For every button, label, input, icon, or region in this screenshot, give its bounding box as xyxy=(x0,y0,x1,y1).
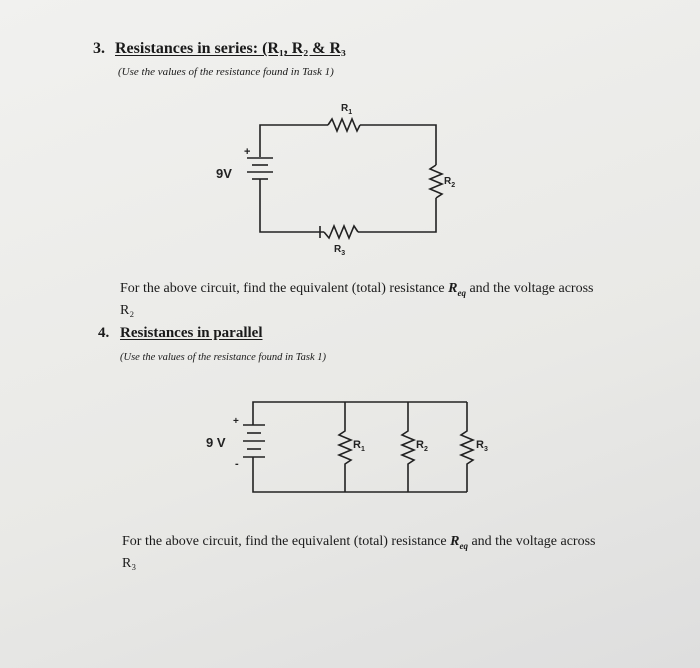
series-source-label: 9V xyxy=(216,166,232,181)
series-r3-label: $R_3$ xyxy=(334,244,346,255)
task4-question: For the above circuit, find the equivalent (total) resistance $R_{eq}$ and the voltage across R₃ xyxy=(122,534,596,571)
parallel-circuit-diagram xyxy=(195,385,495,505)
series-plus-sign: + xyxy=(244,146,251,158)
task4-title: Resistances in parallel xyxy=(120,325,263,341)
task3-heading xyxy=(93,40,346,58)
parallel-r1-label: $R_1$ xyxy=(353,439,365,453)
r3-resistor-symbol xyxy=(324,226,358,238)
task3-question: For the above circuit, find the equivalent (total) resistance $R_{eq}$ and the voltage across R₂ xyxy=(120,281,594,318)
task4-heading xyxy=(98,325,263,342)
r1-parallel-resistor-symbol xyxy=(339,402,351,492)
series-circuit-diagram xyxy=(200,95,460,255)
task4-number: 4. xyxy=(98,325,110,341)
parallel-r2-label: $R_2$ xyxy=(416,439,428,453)
task3-number: 3. xyxy=(93,40,105,57)
parallel-plus-sign: + xyxy=(233,416,239,427)
series-r2-label: $R_2$ xyxy=(444,176,456,189)
parallel-minus-sign: - xyxy=(235,458,239,470)
task4-note: (Use the values of the resistance found in Task 1) xyxy=(120,352,326,363)
r2-resistor-symbol xyxy=(430,165,442,198)
task3-note: (Use the values of the resistance found in Task 1) xyxy=(118,66,334,78)
r1-resistor-symbol xyxy=(328,119,360,131)
r3-parallel-resistor-symbol xyxy=(461,402,473,492)
parallel-r3-label: $R_3$ xyxy=(476,439,488,453)
r2-parallel-resistor-symbol xyxy=(402,402,414,492)
task4-question-target: R₃ xyxy=(122,555,137,571)
task3-title: Resistances in series: (R₁, R₂ & R₃ xyxy=(115,40,346,57)
series-r1-label: $R_1$ xyxy=(341,103,353,116)
parallel-source-label: 9 V xyxy=(206,435,226,450)
task3-question-target: R₂ xyxy=(120,302,135,318)
